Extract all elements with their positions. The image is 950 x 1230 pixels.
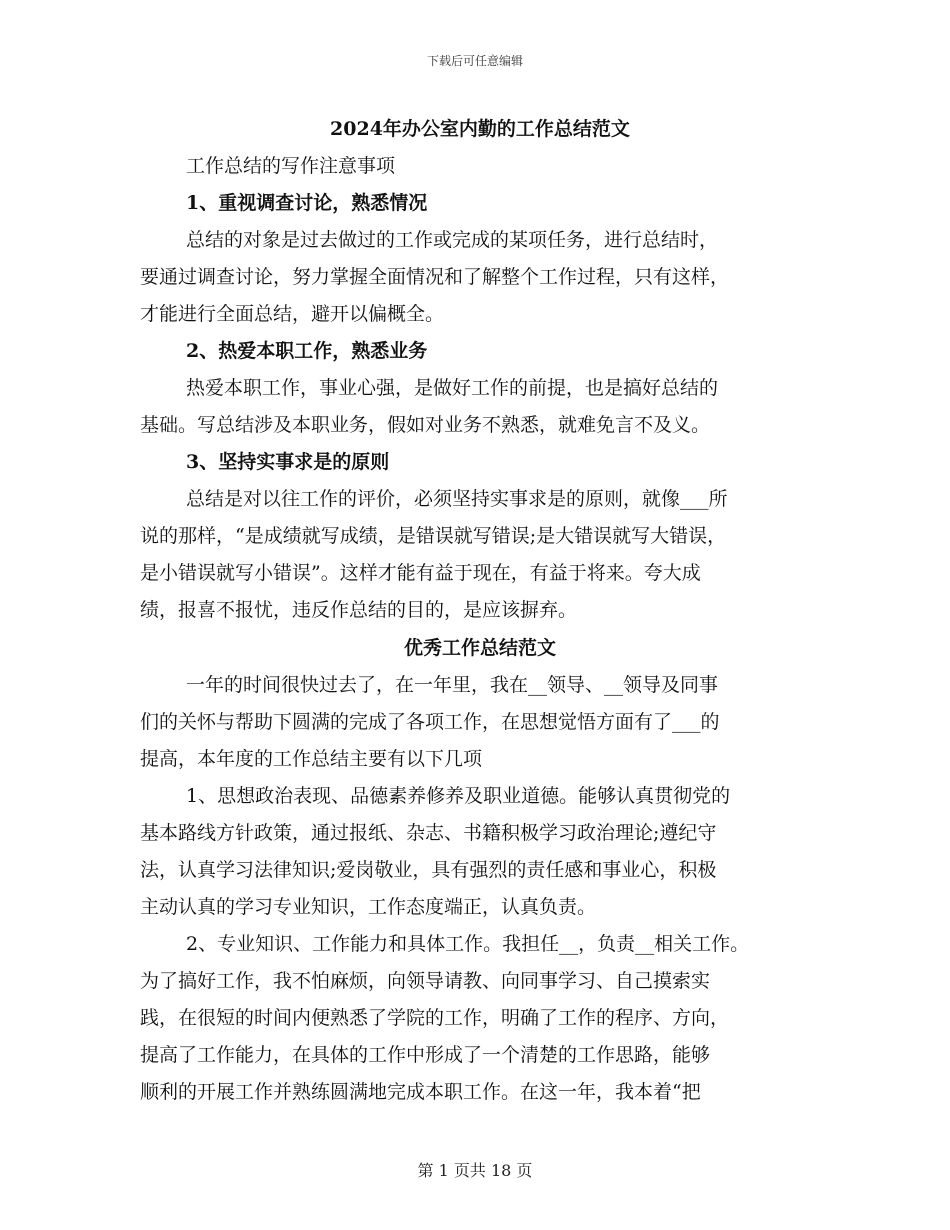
text-line: 为了搞好工作，我不怕麻烦，向领导请教、向同事学习、自己摸索实 bbox=[140, 970, 711, 992]
text-line: 顺利的开展工作并熟练圆满地完成本职工作。在这一年，我本着“把 bbox=[140, 1081, 701, 1103]
text-line: 要通过调查讨论，努力掌握全面情况和了解整个工作过程，只有这样， bbox=[140, 266, 730, 288]
page-header: 下载后可任意编辑 bbox=[426, 54, 523, 68]
text-line: 一年的时间很快过去了，在一年里，我在__领导、__领导及同事 bbox=[186, 674, 719, 696]
text-line: 基础。写总结涉及本职业务，假如对业务不熟悉，就难免言不及义。 bbox=[140, 414, 711, 436]
text-line: 总结的对象是过去做过的工作或完成的某项任务，进行总结时， bbox=[186, 229, 719, 251]
text-line: 工作总结的写作注意事项 bbox=[186, 155, 396, 177]
section-work-summary bbox=[140, 667, 820, 1111]
text-line: 才能进行全面总结，避开以偏概全。 bbox=[140, 303, 445, 325]
page-footer: 第 1 页共 18 页 bbox=[417, 1161, 533, 1180]
text-line: 基本路线方针政策，通过报纸、杂志、书籍积极学习政治理论;遵纪守 bbox=[140, 822, 717, 844]
section-heading: 3、坚持实事求是的原则 bbox=[186, 451, 390, 473]
text-line: 提高，本年度的工作总结主要有以下几项 bbox=[140, 748, 483, 770]
document-title: 2024年办公室内勤的工作总结范文 bbox=[330, 118, 630, 140]
text-line: 们的关怀与帮助下圆满的完成了各项工作，在思想觉悟方面有了___的 bbox=[140, 711, 720, 733]
document-body bbox=[140, 110, 820, 1111]
text-line: 说的那样，“是成绩就写成绩，是错误就写错误;是大错误就写大错误， bbox=[140, 525, 727, 547]
text-line: 践，在很短的时间内便熟悉了学院的工作，明确了工作的程序、方向， bbox=[140, 1007, 730, 1029]
text-line: 主动认真的学习专业知识，工作态度端正，认真负责。 bbox=[140, 896, 597, 918]
section-heading: 1、重视调查讨论，熟悉情况 bbox=[186, 192, 428, 214]
text-line: 1、思想政治表现、品德素养修养及职业道德。能够认真贯彻党的 bbox=[186, 785, 731, 807]
text-line: 法，认真学习法律知识;爱岗敬业，具有强烈的责任感和事业心，积极 bbox=[140, 859, 717, 881]
text-line: 2、专业知识、工作能力和具体工作。我担任__，负责__相关工作。 bbox=[186, 933, 750, 955]
text-line: 是小错误就写小错误”。这样才能有益于现在，有益于将来。夸大成 bbox=[140, 562, 701, 584]
text-line: 提高了工作能力，在具体的工作中形成了一个清楚的工作思路，能够 bbox=[140, 1044, 711, 1066]
text-line: 总结是对以往工作的评价，必须坚持实事求是的原则，就像___所 bbox=[186, 488, 728, 510]
text-line: 热爱本职工作，事业心强，是做好工作的前提，也是搞好总结的 bbox=[186, 377, 719, 399]
section-title: 优秀工作总结范文 bbox=[403, 637, 556, 659]
section-heading: 2、热爱本职工作，熟悉业务 bbox=[186, 340, 428, 362]
text-line: 绩，报喜不报忧，违反作总结的目的，是应该摒弃。 bbox=[140, 599, 578, 621]
section-writing-notes bbox=[140, 148, 820, 629]
